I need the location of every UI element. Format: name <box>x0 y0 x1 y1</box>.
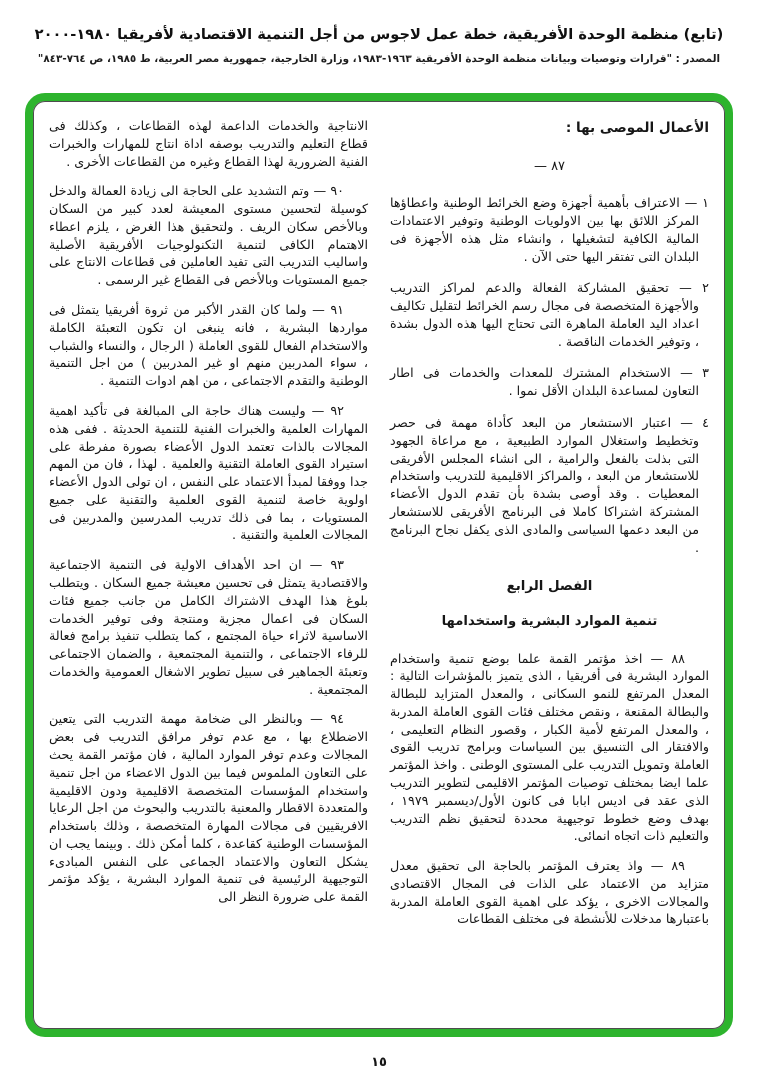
paragraph-90: ٩٠ — وتم التشديد على الحاجة الى زيادة العمالة والدخل كوسيلة لتحسين مستوى المعيشة لعدد كبير من السكان وبالأخص سكان الريف . ولتحقيق هذا الغرض ، يلزم اعطاء الاهتمام الكافى لتنمية التكنولوجيات الأفريقية الأصلية واساليب التدريب التى تفيد العاملين فى قطاعات الانتاج على جميع المستويات وبالأخص فى القطاع غير الرسمى . <box>49 183 368 288</box>
chapter-heading: الفصل الرابع <box>506 579 593 595</box>
paragraph-92: ٩٢ — وليست هناك حاجة الى المبالغة فى تأكيد اهمية المهارات العلمية والخبرات الفنية للتنمية الحديثة . ففى هذه المجالات بالذات تعتمد الدول الأعضاء بصورة مفرطة على استيراد القوى العاملة التقنية والعلمية . لهذا ، فان من المهم جدا ووفقا لمبدأ الاعتماد على النفس ، ان تولى الدول الأعضاء اولوية خاصة لتنمية القوى العلمية والتقنية على جميع المستويات ، بما فى ذلك تدريب المدرسين والمدربين فى المجالات العلمية والتقنية . <box>49 402 368 543</box>
document-title: (تابع) منظمة الوحدة الأفريقية، خطة عمل لاجوس من أجل التنمية الاقتصادية لأفريقيا ١٩٨٠-٢٠٠٠ <box>34 26 724 43</box>
section-heading: تنمية الموارد البشرية واستخدامها <box>441 614 658 630</box>
paragraph-93: ٩٣ — ان احد الأهداف الاولية فى التنمية الاجتماعية والاقتصادية يتمثل فى تحسين معيشة جميع السكان . ويتطلب بلوغ هذا الهدف الاشتراك الكامل من جانب جميع فئات السكان فى اعمال مجزية ومنتجة وفى توفير الخدمات الاساسية لاثراء حياة المجتمع ، كما يتطلب تنفيذ برامج فعالة للرفاء الاجتماعى ، والتنمية المجتمعية ، والضمان الاجتماعى وتعبئة الجماهير فى سبيل تطوير الاشغال العمومية والخدمات المجتمعية . <box>49 557 368 697</box>
paragraph-89: ٨٩ — واذ يعترف المؤتمر بالحاجة الى تحقيق معدل متزايد من الاعتماد على الذات فى المجال الاقتصادى والمجالات الاخرى ، يؤكد على اهمية القوى العاملة المدربة باعتبارها مدخلات للأنشطة فى مختلف القطاعات <box>390 858 709 927</box>
page-number: ١٥ <box>371 1055 387 1070</box>
page-header <box>0 26 758 65</box>
highlight-frame <box>25 93 733 1037</box>
column-left <box>49 117 368 1019</box>
paragraph-94: ٩٤ — وبالنظر الى ضخامة مهمة التدريب التى يتعين الاضطلاع بها ، مع عدم توفر مرافق التدريب فى بعض المجالات وعدم توفر الموارد المالية ، فان مؤتمر القمة يحث على التعاون الملموس فيما بين الدول الاعضاء من اجل تنمية واستخدام المؤسسات المتخصصة الاقليمية ودون الاقليمية والمتعددة الاقطار والمعنية بالتدريب والبحوث من اجل الرعايا الافريقيين فى مجالات المهارة المتخصصة ، وذلك باستخدام المؤسسات الوطنية كقاعدة ، كلما أمكن ذلك . وبينما يجب ان يشكل التعاون والاعتماد الجماعى على النفس المبادىء التوجيهية الرئيسية فى تنمية الموارد البشرية ، يؤكد مؤتمر القمة على ضرورة النظر الى <box>49 711 368 905</box>
recommendation-item-1: ١ — الاعتراف بأهمية أجهزة وضع الخرائط الوطنية واعطاؤها المركز اللائق بها بين الاولويات الوطنية وتوفير الاعتمادات المالية الكافية لتشغيلها ، وانشاء مثل هذه الأجهزة فى البلدان التى تفتقر اليها حتى الآن . <box>390 195 709 264</box>
paragraph-88: ٨٨ — اخذ مؤتمر القمة علما بوضع تنمية واستخدام الموارد البشرية فى أفريقيا ، الذى يتميز بالمؤشرات التالية : المعدل المرتفع للنمو السكانى ، والمعدل المتزايد للبطالة والبطالة المقنعة ، ونقص مختلف فئات القوى العاملة المدربة ، والمعدل المرتفع لأمية الكبار ، وقصور النظام التعليمى ، والافتقار الى التنسيق بين السياسات وبرامج تدريب القوى العاملة وتمويل التدريب على المستوى الوطنى . واخذ المؤتمر علما ايضا بمختلف توصيات المؤتمر الاقليمى لتطوير التدريب الذى عقد فى اديس ابابا فى كانون الأول/ديسمبر ١٩٧٩ ، بهدف وضع خطوط توجيهية محددة لتحقيق نظم التدريب والتعليم ذات اتجاه انمائى. <box>390 650 709 844</box>
text-columns <box>33 101 725 1029</box>
recommendation-item-2: ٢ — تحقيق المشاركة الفعالة والدعم لمراكز التدريب والأجهزة المتخصصة فى مجال رسم الخرائط لتقليل تكاليف اعداد اليد العاملة الماهرة التى تحتاج اليها هذه الدول بشدة ، وتوفير الخدمات الناقصة . <box>390 280 709 349</box>
recommendations-heading: الأعمال الموصى بها : <box>565 120 709 136</box>
recommendation-item-4: ٤ — اعتبار الاستشعار من البعد كأداة مهمة فى حصر وتخطيط واستغلال الموارد الطبيعية ، مع مراعاة الجهود التى بذلت بالفعل والرامية ، الى انشاء المجلس الأفريقى للاستشعار من البعد ، والمراكز الاقليمية للتدريب واستخدام المعطيات . وقد أوصى بشدة بأن تقدم الدول الأعضاء المشتركة اشتراكا كاملا فى البرنامج الأفريقى للاستشعار من البعد دعمها السياسى والمادى الذى يكفل نجاح البرنامج . <box>390 415 709 555</box>
paragraph-91: ٩١ — ولما كان القدر الأكبر من ثروة أفريقيا يتمثل فى مواردها البشرية ، فانه ينبغى ان تكون التعبئة الكاملة والاستخدام الفعال للقوى العاملة ( الرجال ، والنساء والشباب ، سواء المدربين منهم او غير المدربين ) من اجل التنمية الوطنية والتقدم الاجتماعى ، من اهم ادوات التنمية . <box>49 302 368 389</box>
column-right <box>390 117 709 1019</box>
paragraph-continued: الانتاجية والخدمات الداعمة لهذه القطاعات ، وكذلك فى قطاع التعليم والتدريب بوصفه اداة انتاج للمهارات والخبرات الفنية الضرورية لهذا القطاع وغيره من القطاعات الأخرى . <box>49 118 368 169</box>
recommendation-item-3: ٣ — الاستخدام المشترك للمعدات والخدمات فى اطار التعاون لمساعدة البلدان الأقل نموا . <box>390 365 709 399</box>
source-line: المصدر : "قرارات وتوصيات وبيانات منظمة الوحدة الأفريقية ١٩٦٣-١٩٨٣، وزارة الخارجية، جمهورية مصر العربية، ط ١٩٨٥، ص ٧٦٤-٨٤٣" <box>37 52 721 65</box>
paragraph-87: ٨٧ — <box>533 159 566 175</box>
